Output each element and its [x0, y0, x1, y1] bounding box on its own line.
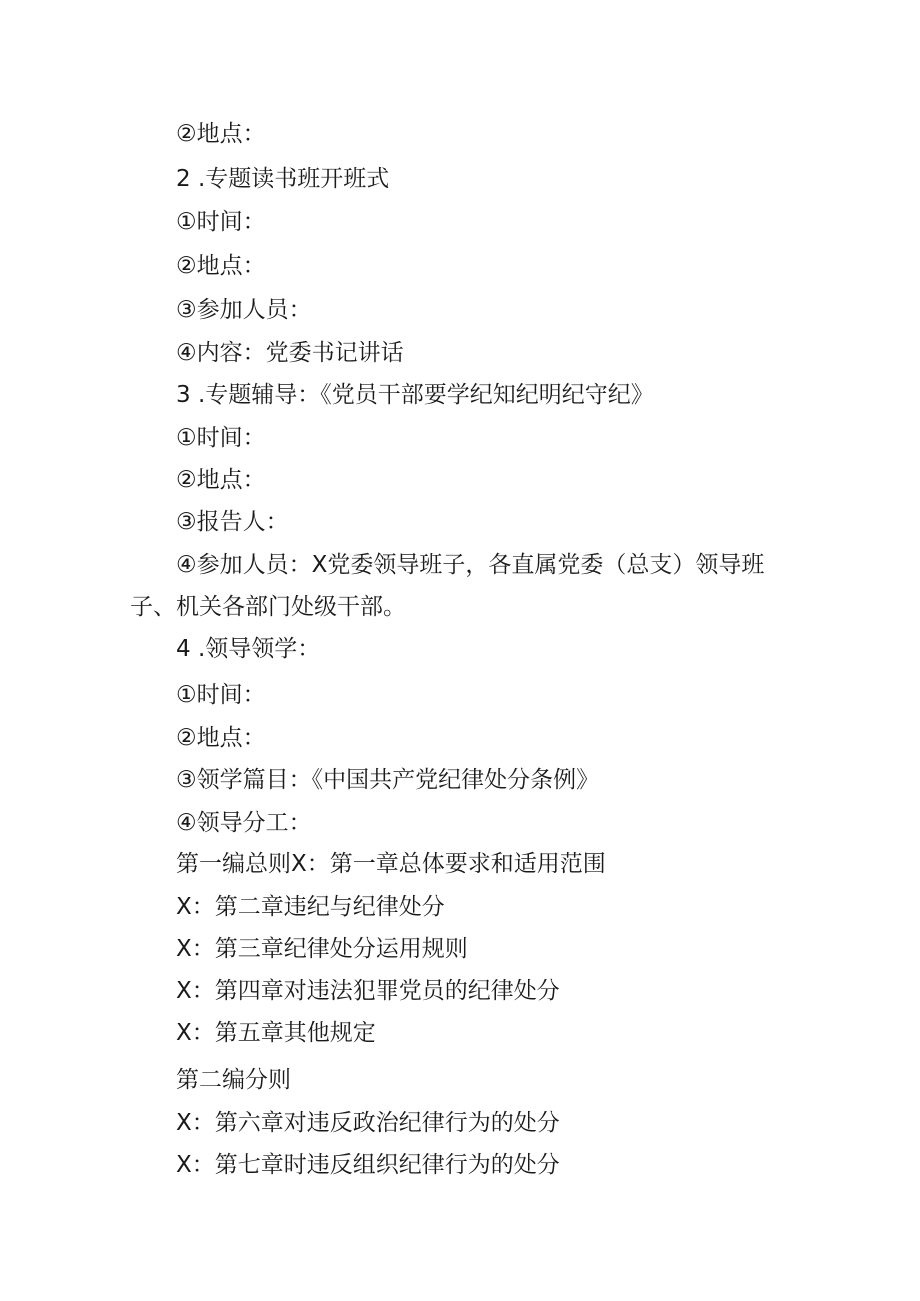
text-line: ②地点：: [176, 121, 266, 147]
text-line: X：第三章纪律处分运用规则: [176, 936, 468, 962]
text-line: ①时间：: [176, 209, 266, 235]
text-line: 子、机关各部门处级干部。: [130, 594, 406, 620]
section-heading: 3 .专题辅导：《党员干部要学纪知纪明纪守纪》: [176, 382, 654, 408]
text-line: ③领学篇目：《中国共产党纪律处分条例》: [176, 767, 600, 793]
section-heading: 第二编分则: [176, 1067, 291, 1093]
text-line: ③参加人员：: [176, 297, 312, 323]
section-heading: 2 .专题读书班开班式: [176, 166, 390, 192]
text-line: ①时间：: [176, 682, 266, 708]
text-line: ②地点：: [176, 467, 266, 493]
text-line: ④内容：党委书记讲话: [176, 340, 404, 366]
text-line: ③报告人：: [176, 509, 289, 535]
text-line: X：第六章对违反政治纪律行为的处分: [176, 1110, 560, 1136]
text-line: ④参加人员：X党委领导班子，各直属党委（总支）领导班: [176, 552, 765, 578]
section-heading: 4 .领导领学：: [176, 636, 321, 662]
text-line: X：第二章违纪与纪律处分: [176, 894, 445, 920]
text-line: 第一编总则X：第一章总体要求和适用范围: [176, 851, 606, 877]
text-line: ①时间：: [176, 425, 266, 451]
text-line: ②地点：: [176, 253, 266, 279]
text-line: X：第五章其他规定: [176, 1020, 376, 1046]
text-line: ②地点：: [176, 725, 266, 751]
text-line: X：第七章时违反组织纪律行为的处分: [176, 1152, 560, 1178]
text-line: X：第四章对违法犯罪党员的纪律处分: [176, 978, 560, 1004]
text-line: ④领导分工：: [176, 810, 312, 836]
